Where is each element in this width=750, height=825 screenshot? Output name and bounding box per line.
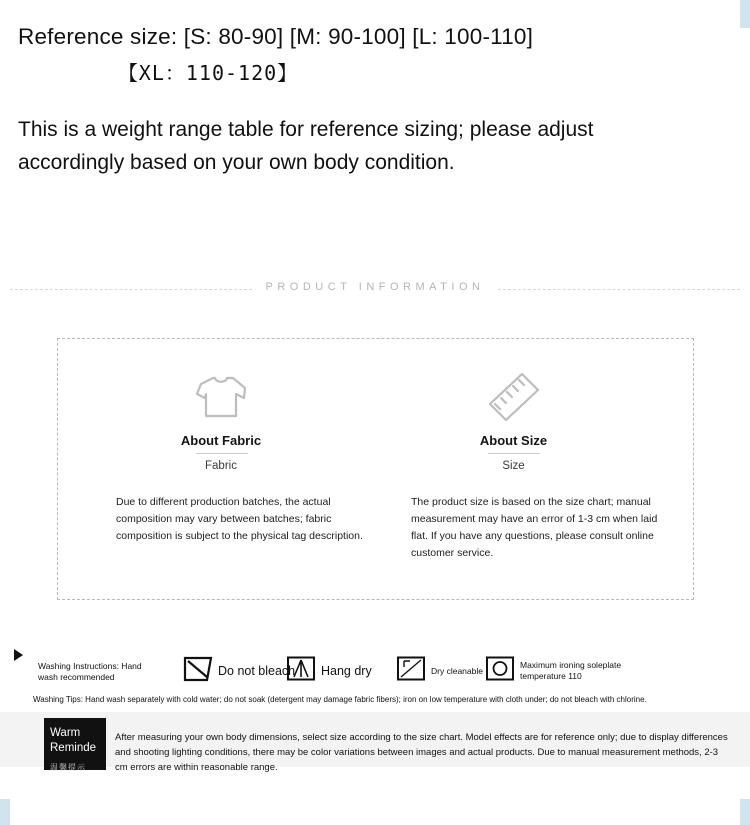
warm-reminder-text: After measuring your own body dimensions, select size according to the size chart. Model effects are for reference only; due to display differences and shooting lighting conditions, there may be color variations between images and actual products. Due to manual measurement methods, 2-3 cm errors are within reasonable range.	[115, 732, 728, 773]
product-information-header	[0, 275, 750, 305]
warm-reminder-block	[0, 712, 750, 773]
info-body-size: The product size is based on the size chart; manual measurement may have an error of 1-3 cm when laid flat. If you have any questions, please consult online customer service.	[411, 496, 658, 559]
size-reference-xl: 【XL：110-120】	[117, 61, 299, 85]
washing-tip-text: Washing Tips: Hand wash separately with cold water; do not soak (detergent may damage fabric fibers); iron on low temperature with cloth under; do not bleach with chlorine.	[33, 695, 647, 704]
info-subheading-size: Size	[411, 460, 676, 472]
info-heading-size: About Size	[479, 433, 548, 448]
care-label-no-bleach: Do not bleach	[218, 663, 296, 678]
size-reference-ranges: Reference size: [S: 80-90] [M: 90-100] [L: 100-110]	[18, 24, 534, 49]
info-heading-fabric: About Fabric	[180, 433, 262, 448]
product-info-box	[57, 338, 694, 600]
care-item-no-bleach	[183, 655, 295, 687]
ruler-icon	[411, 369, 676, 425]
care-item-iron	[485, 655, 640, 687]
iron-icon	[485, 655, 515, 687]
warm-reminder-badge-cn: 温馨提示	[50, 763, 86, 772]
subheading-rule	[196, 453, 248, 454]
dry-clean-icon	[396, 655, 426, 687]
edge-tick-bottom-right	[740, 799, 750, 825]
care-label-iron: Maximum ironing soleplate temperature 110	[520, 660, 622, 681]
product-information-title: PRODUCT INFORMATION	[265, 281, 485, 293]
edge-tick-bottom-left	[0, 799, 10, 825]
size-reference-block	[18, 22, 732, 88]
no-bleach-icon	[183, 655, 213, 687]
subheading-rule	[488, 453, 540, 454]
care-item-hang-dry	[286, 655, 372, 687]
size-reference-note: This is a weight range table for reference sizing; please adjust accordingly based on your own body condition.	[18, 118, 594, 174]
info-column-size	[411, 369, 676, 562]
tshirt-icon	[116, 369, 381, 425]
info-subheading-fabric: Fabric	[116, 460, 381, 472]
info-body-fabric: Due to different production batches, the actual composition may vary between batches; fabric composition is subject to the physical tag description.	[116, 496, 363, 542]
care-item-dry-clean	[396, 655, 483, 687]
info-column-fabric	[116, 369, 381, 545]
hang-dry-icon	[286, 655, 316, 687]
care-label-dry-clean: Dry cleanable	[431, 665, 483, 676]
care-label-hang-dry: Hang dry	[321, 663, 372, 678]
care-item-hand-wash	[33, 661, 158, 683]
care-label-hand-wash: Washing Instructions: Hand wash recommended	[38, 661, 142, 682]
edge-tick-top-right	[740, 0, 750, 28]
warm-reminder-badge	[44, 718, 106, 770]
warm-reminder-badge-en: Warm Reminde	[50, 727, 97, 754]
